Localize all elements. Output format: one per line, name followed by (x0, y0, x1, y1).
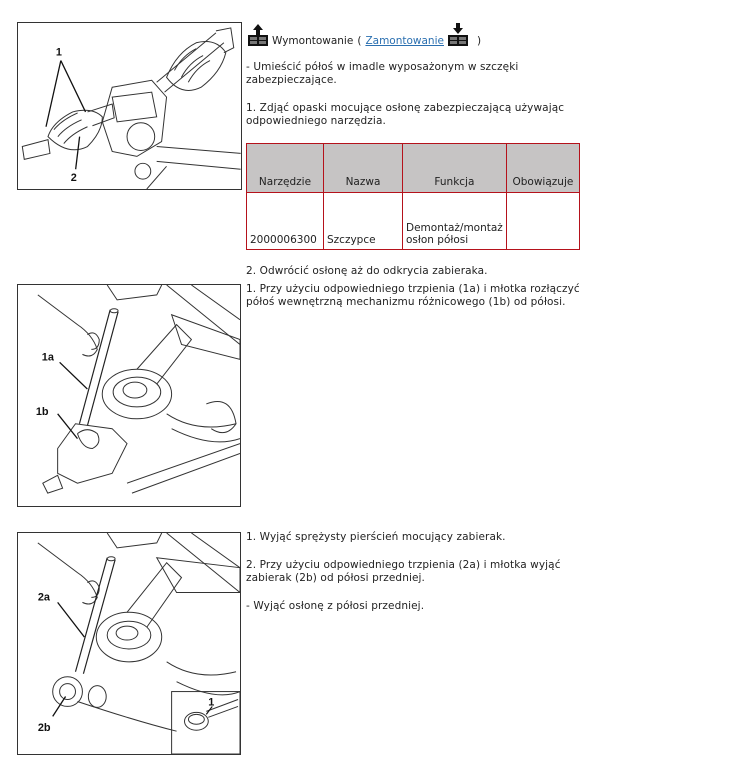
install-procedure-link[interactable]: Zamontowanie (365, 35, 444, 47)
col-header-name: Nazwa (324, 144, 403, 193)
cell-tool-number: 2000006300 (247, 193, 324, 250)
cell-tool-function: Demontaż/montaż osłon półosi (403, 193, 507, 250)
step-remove-boot: - Wyjąć osłonę z półosi przedniej. (246, 600, 425, 612)
step-turn-boot: 2. Odwrócić osłonę aż do odkrycia zabieraka. (246, 265, 488, 277)
figure-driveshaft-boot (17, 22, 242, 190)
svg-text:1b: 1b (35, 405, 49, 418)
step-clamp-shaft: - Umieścić półoś w imadle wyposażonym w szczęki zabezpieczające. (246, 61, 519, 86)
tools-table-header-row (247, 144, 580, 193)
svg-text:1a: 1a (41, 351, 54, 364)
step-remove-clamps: 1. Zdjąć opaski mocujące osłonę zabezpieczającą używając odpowiedniego narzędzia. (246, 102, 565, 127)
tools-table (246, 143, 580, 250)
open-paren: ( (357, 35, 362, 47)
figure-remove-driver (17, 532, 241, 755)
cell-tool-name: Szczypce (324, 193, 403, 250)
step-remove-driver: 2. Przy użyciu odpowiedniego trzpienia (2a) i młotka wyjąć zabierak (2b) od półosi przedniej. (246, 559, 561, 584)
svg-text:2b: 2b (37, 722, 51, 735)
svg-text:2a: 2a (37, 591, 50, 604)
col-header-tool: Narzędzie (247, 144, 324, 193)
col-header-function: Funkcja (403, 144, 507, 193)
component-install-arrow-down-icon (447, 22, 469, 48)
cell-tool-applies (506, 193, 579, 250)
driveshaft-boot-illustration (18, 23, 241, 189)
step-separate-joint: 1. Przy użyciu odpowiedniego trzpienia (1a) i młotka rozłączyć półoś wewnętrzną mechanizmu różnicowego (1b) od półosi. (246, 283, 580, 308)
svg-text:1: 1 (208, 696, 215, 709)
remove-driver-illustration (18, 533, 240, 754)
svg-text:1: 1 (55, 46, 62, 59)
col-header-applies: Obowiązuje (506, 144, 579, 193)
component-remove-arrow-up-icon (247, 22, 269, 48)
separate-joint-illustration (18, 285, 240, 506)
close-paren: ) (476, 35, 482, 47)
table-row (247, 193, 580, 250)
procedure-header (247, 18, 481, 48)
svg-text:2: 2 (70, 172, 77, 185)
figure-separate-inner-joint (17, 284, 241, 507)
step-remove-snap-ring: 1. Wyjąć sprężysty pierścień mocujący zabierak. (246, 531, 506, 543)
current-procedure-label: Wymontowanie (272, 35, 354, 47)
